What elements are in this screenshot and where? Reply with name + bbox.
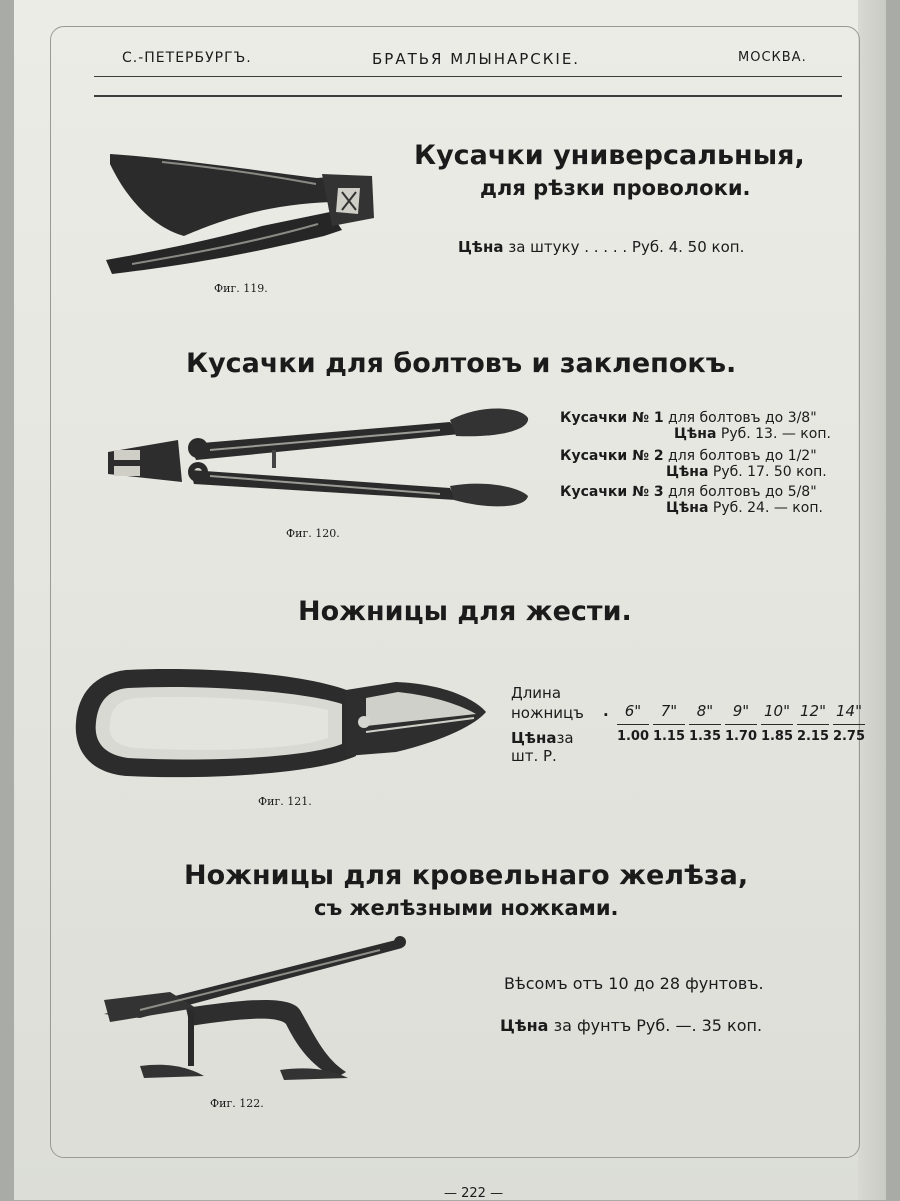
size-cell: 12" — [800, 702, 826, 720]
price-label: Цѣна — [458, 238, 504, 256]
size-cell: 8" — [696, 702, 714, 720]
section-title: Кусачки для болтовъ и заклепокъ. — [186, 348, 737, 379]
figure-caption: Фиг. 122. — [210, 1097, 264, 1110]
section-title: Ножницы для жести. — [298, 596, 632, 627]
price-cell: 1.00 — [616, 729, 650, 744]
size-cell: 14" — [836, 702, 862, 720]
size-cell: 6" — [624, 702, 642, 720]
price-text: за штуку . . . . . Руб. 4. 50 коп. — [508, 238, 745, 256]
price-label: Цѣна — [674, 426, 717, 442]
price-row-label — [511, 729, 574, 765]
rule — [833, 724, 865, 725]
item-price: Руб. 17. 50 коп. — [712, 464, 827, 480]
rule — [797, 724, 829, 725]
price-cell: 1.35 — [688, 729, 722, 744]
header-rule — [94, 76, 842, 77]
page-edge — [858, 0, 886, 1200]
price-text: за фунтъ Руб. —. 35 коп. — [553, 1016, 763, 1035]
item-name: Кусачки № 3 — [560, 484, 664, 500]
item-spec: для болтовъ до 3/8" — [668, 410, 817, 426]
rule — [653, 724, 685, 725]
catalog-page — [14, 0, 886, 1200]
rule — [617, 724, 649, 725]
list-item-price — [674, 426, 831, 442]
price-label: Цѣна — [666, 500, 709, 516]
universal-cutters-illustration — [92, 140, 392, 280]
page-number: — 222 — — [444, 1186, 504, 1201]
item-price: Руб. 13. — коп. — [720, 426, 831, 442]
item-spec: для болтовъ до 5/8" — [668, 484, 817, 500]
rule — [761, 724, 793, 725]
size-cell: 10" — [764, 702, 790, 720]
list-item — [560, 484, 817, 500]
header-company: БРАТЬЯ МЛЫНАРСКІЕ. — [372, 50, 581, 68]
list-item — [560, 410, 817, 426]
header-rule-double — [94, 95, 842, 97]
weight-text: Вѣсомъ отъ 10 до 28 фунтовъ. — [504, 974, 764, 993]
item-price: Руб. 24. — коп. — [712, 500, 823, 516]
price-label: Цѣна — [666, 464, 709, 480]
list-item-price — [666, 464, 827, 480]
section-subtitle: съ желѣзными ножками. — [314, 896, 619, 920]
bolt-cutters-illustration — [100, 400, 536, 520]
rule — [689, 724, 721, 725]
item-name: Кусачки № 1 — [560, 410, 664, 426]
price-line — [458, 238, 744, 256]
list-item-price — [666, 500, 823, 516]
price-cell: 2.75 — [832, 729, 866, 744]
size-cell: 7" — [660, 702, 678, 720]
price-cell: 1.70 — [724, 729, 758, 744]
header-city-left: С.-ПЕТЕРБУРГЪ. — [122, 50, 252, 66]
price-label: Цѣна — [511, 729, 557, 747]
price-cell: 2.15 — [796, 729, 830, 744]
price-line — [500, 1016, 762, 1035]
tin-snips-illustration — [66, 664, 496, 784]
dot-leader: . — [603, 702, 609, 720]
header-city-right: МОСКВА. — [738, 50, 807, 65]
price-cell: 1.85 — [760, 729, 794, 744]
figure-caption: Фиг. 121. — [258, 795, 312, 808]
item-name: Кусачки № 2 — [560, 448, 664, 464]
section-title: Ножницы для кровельнаго желѣза, — [184, 860, 749, 891]
figure-caption: Фиг. 120. — [286, 527, 340, 540]
rule — [725, 724, 757, 725]
list-item — [560, 448, 817, 464]
roofing-shears-illustration — [100, 930, 420, 1090]
figure-caption: Фиг. 119. — [214, 282, 268, 295]
section-subtitle: для рѣзки проволоки. — [480, 176, 751, 200]
price-label: Цѣна — [500, 1016, 549, 1035]
section-title: Кусачки универсальныя, — [414, 140, 805, 171]
length-label-cont: ножницъ — [511, 704, 584, 722]
size-cell: 9" — [732, 702, 750, 720]
price-unit: за шт. Р. — [511, 729, 574, 765]
price-cell: 1.15 — [652, 729, 686, 744]
length-label: Длина — [511, 684, 562, 702]
item-spec: для болтовъ до 1/2" — [668, 448, 817, 464]
